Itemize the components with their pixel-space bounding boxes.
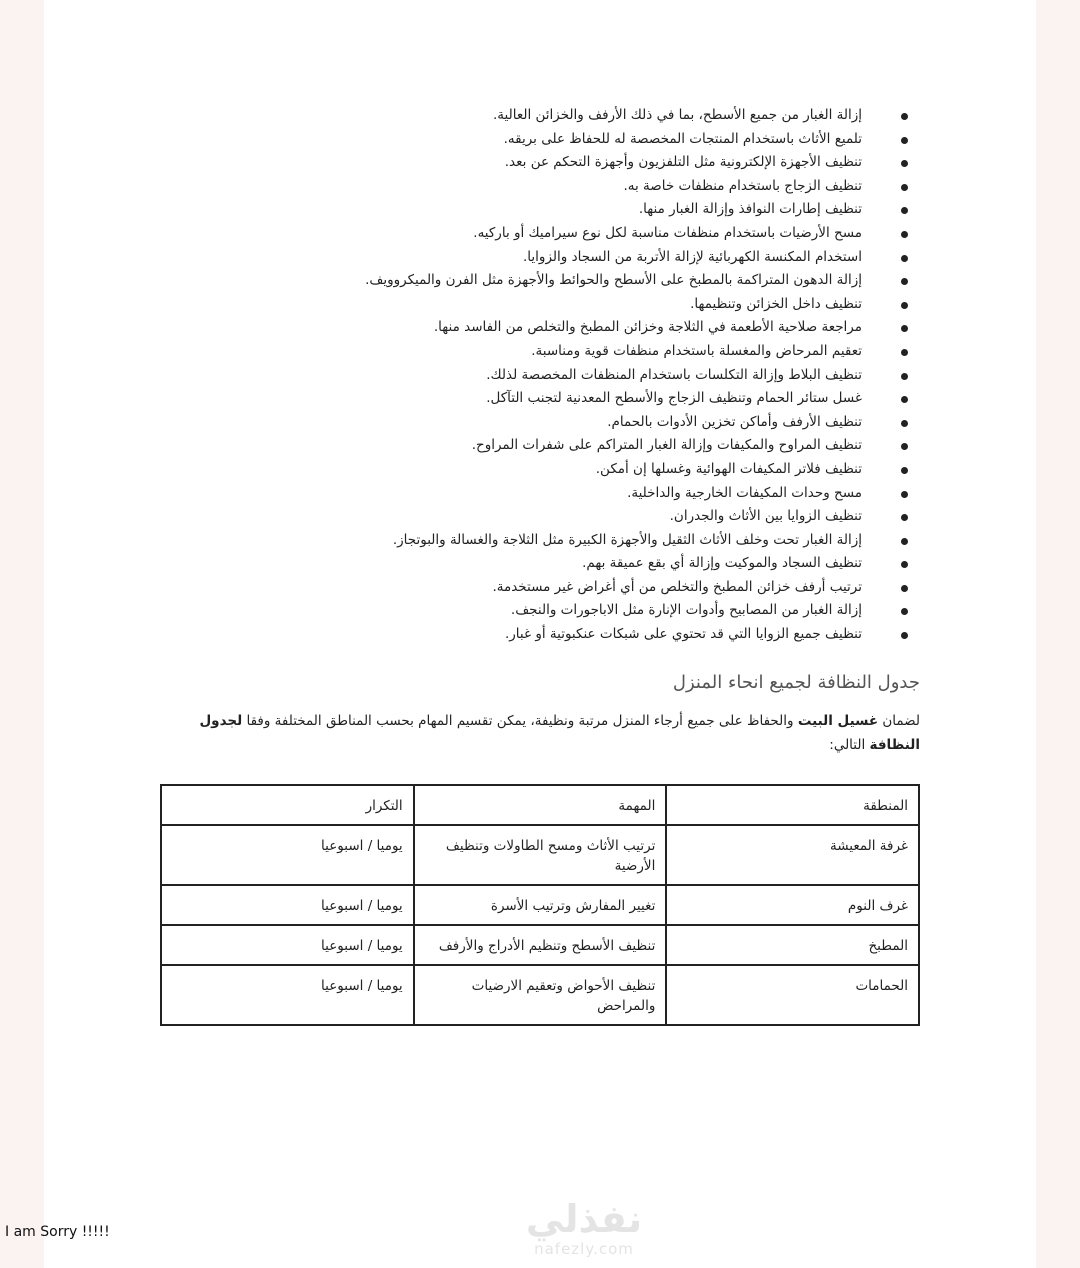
list-item — [162, 222, 920, 246]
list-item — [162, 434, 920, 458]
bullet-icon — [901, 467, 908, 474]
list-item — [162, 128, 920, 152]
task-text: تنظيف الأرفف وأماكن تخزين الأدوات بالحمام. — [607, 413, 862, 430]
task-text: تنظيف الزجاج باستخدام منظفات خاصة به. — [623, 177, 862, 194]
bullet-icon — [901, 302, 908, 309]
list-item — [162, 175, 920, 199]
table-cell: يوميا / اسبوعيا — [161, 885, 414, 925]
table-cell: غرفة المعيشة — [666, 825, 919, 885]
list-item — [162, 198, 920, 222]
bullet-icon — [901, 278, 908, 285]
list-item — [162, 316, 920, 340]
task-text: مراجعة صلاحية الأطعمة في الثلاجة وخزائن المطبخ والتخلص من الفاسد منها. — [433, 319, 862, 336]
bullet-icon — [901, 349, 908, 356]
bullet-icon — [901, 491, 908, 498]
task-text: مسح الأرضيات باستخدام منظفات مناسبة لكل نوع سيراميك أو باركيه. — [473, 224, 862, 241]
intro-paragraph — [162, 709, 920, 757]
task-text: تنظيف الزوايا بين الأثاث والجدران. — [669, 508, 862, 525]
intro-bold: غسيل البيت — [797, 712, 879, 729]
list-item — [162, 387, 920, 411]
list-item — [162, 340, 920, 364]
task-text: استخدام المكنسة الكهربائية لإزالة الأتربة من السجاد والزوايا. — [523, 248, 862, 265]
intro-text: لضمان — [878, 712, 920, 729]
table-row — [161, 965, 919, 1025]
task-text: تنظيف إطارات النوافذ وإزالة الغبار منها. — [638, 201, 862, 218]
table-header-cell: المنطقة — [666, 785, 919, 825]
table-row — [161, 825, 919, 885]
bullet-icon — [901, 231, 908, 238]
table-header-cell: التكرار — [161, 785, 414, 825]
list-item — [162, 529, 920, 553]
task-text: ترتيب أرفف خزائن المطبخ والتخلص من أي أغراض غير مستخدمة. — [492, 578, 862, 595]
task-text: تنظيف المراوح والمكيفات وإزالة الغبار المتراكم على شفرات المراوح. — [471, 437, 862, 454]
bullet-icon — [901, 160, 908, 167]
task-text: تنظيف البلاط وإزالة التكلسات باستخدام المنظفات المخصصة لذلك. — [486, 366, 862, 383]
bullet-icon — [901, 420, 908, 427]
list-item — [162, 246, 920, 270]
task-text: مسح وحدات المكيفات الخارجية والداخلية. — [627, 484, 862, 501]
task-text: تنظيف فلاتر المكيفات الهوائية وغسلها إن أمكن. — [595, 460, 862, 477]
bullet-icon — [901, 538, 908, 545]
list-item — [162, 623, 920, 647]
task-text: إزالة الدهون المتراكمة بالمطبخ على الأسطح والحوائط والأجهزة مثل الفرن والميكروويف. — [365, 272, 862, 289]
bullet-icon — [901, 325, 908, 332]
table-cell: تنظيف الأحواض وتعقيم الارضيات والمراحض — [414, 965, 667, 1025]
list-item — [162, 576, 920, 600]
bullet-icon — [901, 396, 908, 403]
task-text: إزالة الغبار تحت وخلف الأثاث الثقيل والأجهزة الكبيرة مثل الثلاجة والغسالة والبوتجاز. — [392, 531, 862, 548]
table-cell: غرف النوم — [666, 885, 919, 925]
bullet-icon — [901, 184, 908, 191]
intro-bold: لجدول النظافة — [199, 712, 920, 753]
list-item — [162, 411, 920, 435]
task-text: إزالة الغبار من المصابيح وأدوات الإنارة مثل الاباجورات والنجف. — [510, 602, 862, 619]
list-item — [162, 104, 920, 128]
bullet-icon — [901, 373, 908, 380]
bullet-icon — [901, 514, 908, 521]
table-cell: المطبخ — [666, 925, 919, 965]
intro-text: التالي: — [829, 736, 870, 753]
table-cell: الحمامات — [666, 965, 919, 1025]
list-item — [162, 269, 920, 293]
table-header-cell: المهمة — [414, 785, 667, 825]
list-item — [162, 151, 920, 175]
corner-note: I am Sorry !!!!! — [5, 1224, 110, 1240]
cleaning-schedule-table — [160, 784, 920, 1026]
list-item — [162, 505, 920, 529]
task-text: تنظيف جميع الزوايا التي قد تحتوي على شبكات عنكبوتية أو غبار. — [504, 626, 862, 643]
document-body — [162, 104, 920, 1026]
table-cell: ترتيب الأثاث ومسح الطاولات وتنظيف الأرضية — [414, 825, 667, 885]
list-item — [162, 552, 920, 576]
list-item — [162, 599, 920, 623]
task-text: غسل ستائر الحمام وتنظيف الزجاج والأسطح المعدنية لتجنب التآكل. — [486, 390, 862, 407]
bullet-icon — [901, 585, 908, 592]
watermark-latin: nafezly.com — [534, 1240, 634, 1258]
list-item — [162, 293, 920, 317]
bullet-icon — [901, 608, 908, 615]
bullet-icon — [901, 443, 908, 450]
table-cell: تغيير المفارش وترتيب الأسرة — [414, 885, 667, 925]
bullet-icon — [901, 207, 908, 214]
task-text: تنظيف السجاد والموكيت وإزالة أي بقع عميقة بهم. — [582, 555, 862, 572]
task-text: تلميع الأثاث باستخدام المنتجات المخصصة له للحفاظ على بريقه. — [503, 130, 862, 147]
table-header-row — [161, 785, 919, 825]
nafezly-watermark — [514, 1198, 654, 1258]
table-cell: تنظيف الأسطح وتنظيم الأدراج والأرفف — [414, 925, 667, 965]
bullet-icon — [901, 255, 908, 262]
bullet-icon — [901, 113, 908, 120]
bullet-icon — [901, 137, 908, 144]
list-item — [162, 458, 920, 482]
task-text: تعقيم المرحاض والمغسلة باستخدام منظفات قوية ومناسبة. — [531, 342, 862, 359]
task-text: تنظيف الأجهزة الإلكترونية مثل التلفزيون وأجهزة التحكم عن بعد. — [504, 154, 862, 171]
task-text: إزالة الغبار من جميع الأسطح، بما في ذلك الأرفف والخزائن العالية. — [492, 107, 862, 123]
intro-text: والحفاظ على جميع أرجاء المنزل مرتبة ونظيفة، يمكن تقسيم المهام بحسب المناطق المختلفة وفقا — [242, 712, 798, 729]
table-row — [161, 925, 919, 965]
table-row — [161, 885, 919, 925]
table-cell: يوميا / اسبوعيا — [161, 965, 414, 1025]
cleaning-task-list — [162, 104, 920, 647]
bullet-icon — [901, 561, 908, 568]
section-title: جدول النظافة لجميع انحاء المنزل — [672, 671, 920, 693]
bullet-icon — [901, 632, 908, 639]
table-cell: يوميا / اسبوعيا — [161, 825, 414, 885]
task-text: تنظيف داخل الخزائن وتنظيمها. — [690, 295, 862, 312]
watermark-arabic: نفذلي — [525, 1197, 643, 1241]
document-page — [44, 0, 1036, 1268]
list-item — [162, 364, 920, 388]
list-item — [162, 482, 920, 506]
table-cell: يوميا / اسبوعيا — [161, 925, 414, 965]
